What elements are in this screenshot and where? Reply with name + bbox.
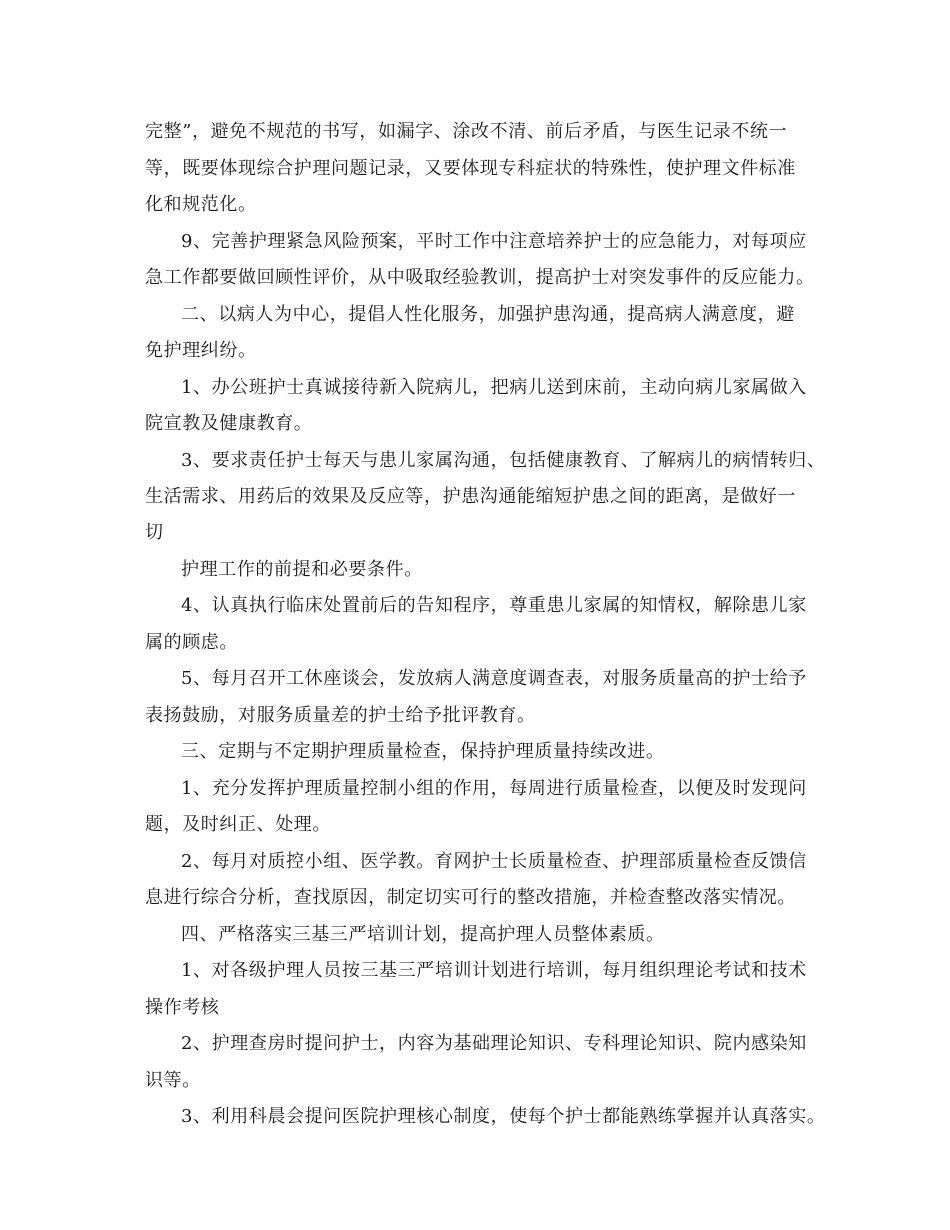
text-line: 院宣教及健康教育。 xyxy=(145,413,313,434)
section-heading: 三、定期与不定期护理质量检查，保持护理质量持续改进。 xyxy=(181,741,665,762)
text-line: 2、护理查房时提问护士，内容为基础理论知识、专科理论知识、院内感染知 xyxy=(181,1033,807,1054)
text-line: 免护理纠纷。 xyxy=(145,340,257,361)
text-line: 切 xyxy=(145,522,164,543)
text-line: 题，及时纠正、处理。 xyxy=(145,814,331,835)
text-line: 操作考核 xyxy=(145,997,220,1018)
text-line: 3、要求责任护士每天与患儿家属沟通，包括健康教育、了解病儿的病情转归、 xyxy=(181,450,826,471)
section-heading: 四、严格落实三基三严培训计划，提高护理人员整体素质。 xyxy=(181,924,665,945)
text-line: 1、办公班护士真诚接待新入院病儿，把病儿送到床前，主动向病儿家属做入 xyxy=(181,377,807,398)
text-line: 护理工作的前提和必要条件。 xyxy=(181,559,423,580)
text-line: 5、每月召开工休座谈会，发放病人满意度调查表，对服务质量高的护士给予 xyxy=(181,668,807,689)
text-line: 等，既要体现综合护理问题记录，又要体现专科症状的特殊性，使护理文件标准 xyxy=(145,158,796,179)
text-line: 9、完善护理紧急风险预案，平时工作中注意培养护士的应急能力，对每项应 xyxy=(181,231,807,252)
text-line: 1、充分发挥护理质量控制小组的作用，每周进行质量检查，以便及时发现问 xyxy=(181,778,807,799)
text-line: 生活需求、用药后的效果及反应等，护患沟通能缩短护患之间的距离，是做好一 xyxy=(145,486,796,507)
text-line: 完整”，避免不规范的书写，如漏字、涂改不清、前后矛盾，与医生记录不统一 xyxy=(145,121,788,142)
text-line: 3、利用科晨会提问医院护理核心制度，使每个护士都能熟练掌握并认真落实。 xyxy=(181,1106,826,1127)
text-line: 4、认真执行临床处置前后的告知程序，尊重患儿家属的知情权，解除患儿家 xyxy=(181,595,807,616)
text-line: 表扬鼓励，对服务质量差的护士给予批评教育。 xyxy=(145,705,536,726)
text-line: 化和规范化。 xyxy=(145,194,257,215)
text-line: 1、对各级护理人员按三基三严培训计划进行培训，每月组织理论考试和技术 xyxy=(181,960,807,981)
text-line: 属的顾虑。 xyxy=(145,632,238,653)
text-line: 息进行综合分析，查找原因，制定切实可行的整改措施，并检查整改落实情况。 xyxy=(145,887,796,908)
text-line: 2、每月对质控小组、医学教。育网护士长质量检查、护理部质量检查反馈信 xyxy=(181,851,807,872)
text-line: 急工作都要做回顾性评价，从中吸取经验教训，提高护士对突发事件的反应能力。 xyxy=(145,267,815,288)
text-line: 识等。 xyxy=(145,1070,201,1091)
section-heading: 二、以病人为中心，提倡人性化服务，加强护患沟通，提高病人满意度，避 xyxy=(181,304,795,325)
